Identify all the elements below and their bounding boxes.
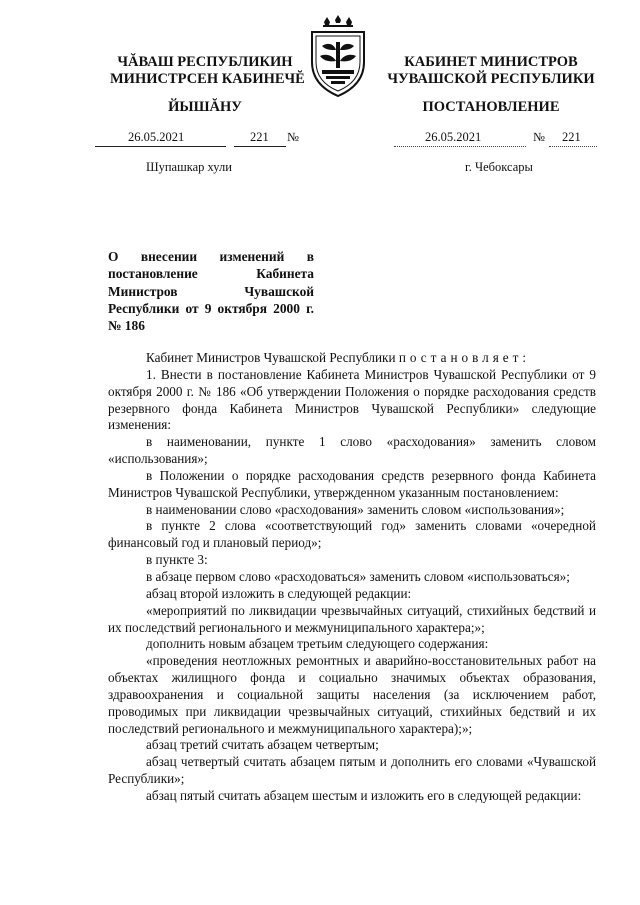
body-paragraph-2: в наименовании, пункте 1 слово «расходования» заменить словом «использования»;: [108, 434, 596, 467]
body-paragraph-12: абзац третий считать абзацем четвертым;: [146, 737, 379, 753]
right-date: 26.05.2021: [425, 130, 482, 144]
right-city: г. Чебоксары: [465, 160, 533, 174]
right-number-sign: №: [533, 130, 545, 144]
document-title: О внесении изменений в постановление Кабинета Министров Чувашской Республики от 9 октября 2000 г. № 186: [108, 249, 314, 334]
body-paragraph-3: в Положении о порядке расходования средств резервного фонда Кабинета Министров Чувашской Республики, утвержденном указанным постановлением:: [108, 467, 596, 500]
left-date: 26.05.2021: [128, 130, 185, 144]
left-number-sign: №: [287, 130, 299, 144]
right-number: 221: [562, 130, 581, 144]
body-paragraph-7: в абзаце первом слово «расходоваться» заменить словом «использоваться»;: [146, 568, 570, 584]
left-number-line: [234, 146, 286, 147]
header-right-line2: ЧУВАШСКОЙ РЕСПУБЛИКИ: [387, 71, 595, 87]
body-paragraph-4: в наименовании слово «расходования» заменить словом «использования»;: [146, 501, 565, 517]
header-left-doc-type: ЙЫШĂНУ: [168, 99, 242, 115]
header-right-doc-type: ПОСТАНОВЛЕНИЕ: [422, 99, 560, 115]
body-intro: Кабинет Министров Чувашской Республики постановляет:: [146, 350, 531, 365]
header-right-org: [382, 54, 600, 88]
body-intro-action: постановляет:: [398, 350, 531, 365]
body-paragraph-14: абзац пятый считать абзацем шестым и изложить его в следующей редакции:: [146, 787, 582, 803]
left-city: Шупашкар хули: [146, 160, 232, 174]
body-paragraph-11: «проведения неотложных ремонтных и аварийно-восстановительных работ на объектах жилищного фонда и социально значимых объектах образования, здравоохранения и социальной защиты населения (за исключением работ, проводимых при ликвидации чрезвычайных ситуаций, стихийных бедствий и их последствий регионального и межмуниципального характера);»;: [108, 653, 596, 736]
document-body: [108, 350, 596, 805]
body-paragraph-5: в пункте 2 слова «соответствующий год» заменить словами «очередной финансовый год и плановый период»;: [108, 518, 596, 551]
emblem-icon: [298, 12, 378, 102]
header-right-line1: КАБИНЕТ МИНИСТРОВ: [404, 54, 578, 70]
body-paragraph-8: абзац второй изложить в следующей редакции:: [146, 585, 412, 601]
header-left-line1: ЧĂВАШ РЕСПУБЛИКИН: [117, 54, 293, 70]
left-date-line: [95, 146, 226, 147]
left-number: 221: [250, 130, 269, 144]
right-number-line: [549, 146, 597, 147]
header-left-line2: МИНИСТРСЕН КАБИНЕЧĔ: [110, 71, 305, 87]
body-paragraph-6: в пункте 3:: [146, 552, 208, 568]
header-left-org: [110, 54, 305, 88]
body-paragraph-9: «мероприятий по ликвидации чрезвычайных ситуаций, стихийных бедствий и их последствий регионального и межмуниципального характера;»;: [108, 602, 596, 635]
body-paragraph-1: 1. Внести в постановление Кабинета Министров Чувашской Республики от 9 октября 2000 г. № 186 «Об утверждении Положения о порядке расходования средств резервного фонда Кабинета Министров Чувашской Республики» следующие изменения:: [108, 366, 596, 433]
right-date-line: [394, 146, 526, 147]
body-paragraph-13: абзац четвертый считать абзацем пятым и дополнить его словами «Чувашской Республики»;: [108, 754, 596, 787]
body-paragraph-10: дополнить новым абзацем третьим следующего содержания:: [146, 636, 489, 652]
